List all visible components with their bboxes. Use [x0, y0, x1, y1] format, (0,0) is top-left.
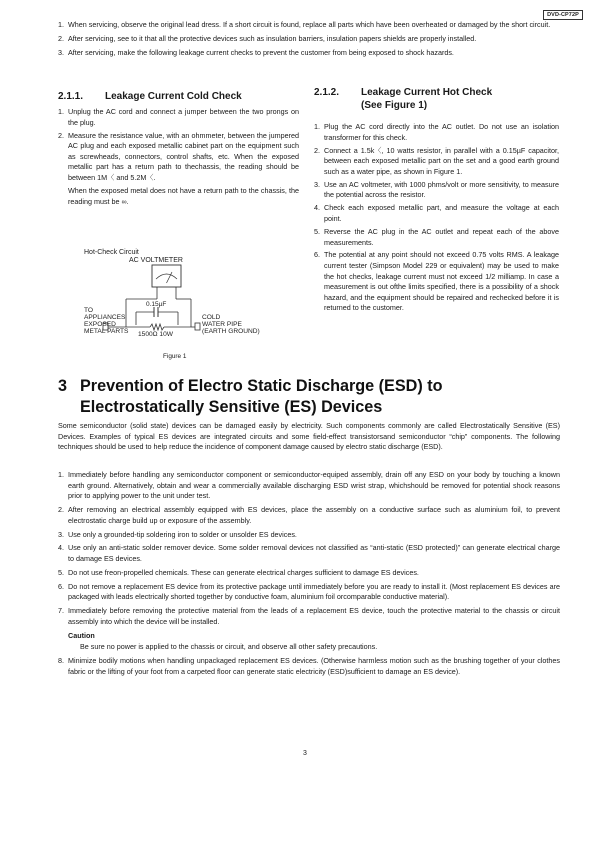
list-item — [58, 582, 560, 603]
list-item — [314, 122, 559, 143]
item-number: 7. — [58, 606, 64, 616]
list-item — [314, 227, 559, 248]
section-number: 2.1.1. — [58, 91, 84, 102]
item-number: 4. — [314, 203, 320, 213]
list-item — [58, 470, 560, 502]
list-item — [58, 505, 560, 526]
left-label-line: METAL PARTS — [84, 328, 129, 335]
item-text: The potential at any point should not exceed 0.75 volts RMS. A leakage current tester (Simpson Model 229 or equivalent) may be used to make the hot checks, leakage current must not exceed 1/2 milliamp. In case a measurement is out ofthe limits specified, there is a possibility of a shock hazard, and the equipment should be repaired and rechecked before it is returned to the customer. — [324, 250, 559, 313]
item-text: Use only a grounded-tip soldering iron to solder or unsolder ES devices. — [68, 529, 297, 539]
item-text: When servicing, observe the original lead dress. If a short circuit is found, replace all parts which have been overheated or damaged by the short circuit. — [68, 20, 551, 29]
item-number: 3. — [58, 47, 64, 57]
item-number: 1. — [58, 20, 64, 29]
list-item — [58, 656, 560, 677]
esd-intro-paragraph: Some semiconductor (solid state) devices can be damaged easily by electricity. Such components commonly are called Electrostatically Sensitive (ES) Devices. Examples of typical ES devices are integrated circuits and some field-effect transistorsand semiconductor “chip” components. The following techniques should be used to help reduce the incidence of component damage caused by electro static discharge (ESD). — [58, 421, 560, 452]
cold-check-body — [58, 107, 299, 207]
item-number: 3. — [58, 529, 64, 539]
esd-section-title — [58, 376, 568, 417]
intro-list — [58, 20, 558, 62]
resistor-label: 1500Ω 10W — [138, 331, 173, 338]
item-text: Unplug the AC cord and connect a jumper between the two prongs on the plug. — [68, 107, 299, 127]
list-item — [58, 543, 560, 564]
section-title: Leakage Current Cold Check — [105, 91, 242, 102]
page-number: 3 — [303, 750, 307, 757]
item-number: 2. — [58, 505, 64, 515]
item-number: 2. — [58, 33, 64, 43]
hot-check-body — [314, 122, 559, 316]
item-text: Measure the resistance value, with an ohmmeter, between the jumpered AC plug and each exposed metallic cabinet part on the equipment such as screwheads, connectors, control shafts, etc. When the exposed metallic part has a return path to thechassis, the reading should be between 1M〈 and 5.2M〈. — [68, 130, 299, 182]
item-text: Use only an anti-static solder remover device. Some solder removal devices not classified as “anti-static (ESD protected)” can generate electrical charge to damage ES devices. — [68, 543, 560, 564]
document-model-tag: DVD-CP72P — [543, 10, 583, 20]
capacitor-label: 0.15µF — [146, 301, 167, 308]
section-number: 3 — [58, 377, 68, 395]
figure-title: Hot-Check Circuit — [84, 249, 139, 256]
item-number: 1. — [58, 470, 64, 479]
item-number: 2. — [314, 145, 320, 155]
list-item — [314, 250, 559, 314]
item-text: Do not remove a replacement ES device from its protective package until immediately before you are ready to install it. (Most replacement ES devices are packaged with leads electrically shorted together by conductive foam, aluminium foil orcomparable conductive material). — [68, 581, 560, 602]
figure-caption: Figure 1 — [163, 353, 187, 360]
item-text: After servicing, see to it that all the protective devices such as insulation barriers, insulation papers shields are properly installed. — [68, 33, 477, 43]
item-text: Do not use freon-propelled chemicals. These can generate electrical charges sufficient to damage ES devices. — [68, 567, 419, 577]
item-number: 2. — [58, 130, 64, 140]
section-title: Leakage Current Hot Check — [361, 87, 493, 98]
item-text: Immediately before handling any semiconductor component or semiconductor-equiped assembly, drain off any ESD on your body by touching a known earth ground. Alternatively, obtain and wear a commercially available discharging ESD wrist strap, whichshould be removed for potential shock reasons prior to applying power to the unit under test. — [68, 470, 560, 501]
resistor-symbol — [150, 324, 164, 330]
section-subtitle: (See Figure 1) — [361, 99, 428, 111]
terminal-right — [195, 323, 200, 330]
list-item — [58, 131, 299, 184]
item-number: 1. — [58, 107, 64, 116]
title-line: Electrostatically Sensitive (ES) Devices — [80, 397, 383, 416]
caution-heading: Caution — [68, 630, 95, 640]
list-item — [314, 146, 559, 178]
cold-check-note: When the exposed metal does not have a return path to the chassis, the reading must be ∞. — [68, 185, 299, 206]
list-item — [58, 48, 558, 59]
hot-check-circuit-figure — [74, 245, 300, 343]
list-item — [58, 34, 558, 45]
list-item — [58, 107, 299, 128]
left-label-line: EXPOSED — [84, 321, 116, 328]
item-text: Check each exposed metallic part, and measure the voltage at each point. — [324, 203, 559, 223]
list-item — [314, 203, 559, 224]
caution-text: Be sure no power is applied to the chassis or circuit, and observe all other safety precautions. — [80, 642, 378, 652]
item-text: After removing an electrical assembly equipped with ES devices, place the assembly on a conductive surface such as aluminium foil, to prevent electrostatic charge build up or exposure of the assembly. — [68, 505, 560, 525]
title-line: Prevention of Electro Static Discharge (ESD) to — [80, 377, 443, 395]
item-number: 6. — [314, 250, 320, 260]
cold-check-heading — [58, 91, 242, 104]
item-text: Minimize bodily motions when handling unpackaged replacement ES devices. (Otherwise harmless motion such as the brushing together of your clothes fabric or the lifting of your foot from a carpeted floor can generate static electricity (ESD)sufficient to damage an ES device). — [68, 656, 560, 676]
left-label-line: APPLIANCES — [84, 314, 126, 321]
right-label-line: WATER PIPE — [202, 321, 242, 328]
item-text: Use an AC voltmeter, with 1000 phms/volt or more sensitivity, to measure the potential across the resistor. — [324, 179, 559, 200]
voltmeter-symbol — [152, 265, 181, 287]
item-text: After servicing, make the following leakage current checks to prevent the customer from being exposed to shock hazards. — [68, 47, 454, 57]
item-text: Immediately before removing the protective material from the leads of a replacement ES device, touch the protective material to the chassis or circuit assembly into which the device will be installed. — [68, 606, 560, 626]
item-number: 8. — [58, 656, 64, 666]
right-label-line: (EARTH GROUND) — [202, 328, 260, 335]
list-item — [58, 530, 560, 541]
item-text: Connect a 1.5k〈, 10 watts resistor, in parallel with a 0.15µF capacitor, between each exposed metallic part on the set and a good earth ground such as a water pipe, as shown in Figure 1. — [324, 145, 559, 176]
item-text: Reverse the AC plug in the AC outlet and repeat each of the above measurements. — [324, 226, 559, 247]
item-number: 4. — [58, 543, 64, 553]
item-text: Plug the AC cord directly into the AC outlet. Do not use an isolation transformer for this check. — [324, 122, 559, 142]
list-item — [314, 180, 559, 201]
item-number: 3. — [314, 179, 320, 189]
item-number: 5. — [58, 567, 64, 577]
list-item — [58, 568, 560, 579]
item-number: 6. — [58, 581, 64, 591]
right-label-line: COLD — [202, 314, 221, 321]
section-number: 2.1.2. — [314, 87, 340, 98]
esd-list — [58, 470, 560, 681]
list-item — [58, 20, 558, 31]
item-number: 1. — [314, 122, 320, 131]
circuit-diagram — [74, 245, 300, 343]
meter-label: AC VOLTMETER — [129, 257, 183, 264]
item-number: 5. — [314, 226, 320, 236]
hot-check-heading — [314, 87, 492, 112]
list-item — [58, 606, 560, 627]
left-label-line: TO — [84, 307, 94, 314]
